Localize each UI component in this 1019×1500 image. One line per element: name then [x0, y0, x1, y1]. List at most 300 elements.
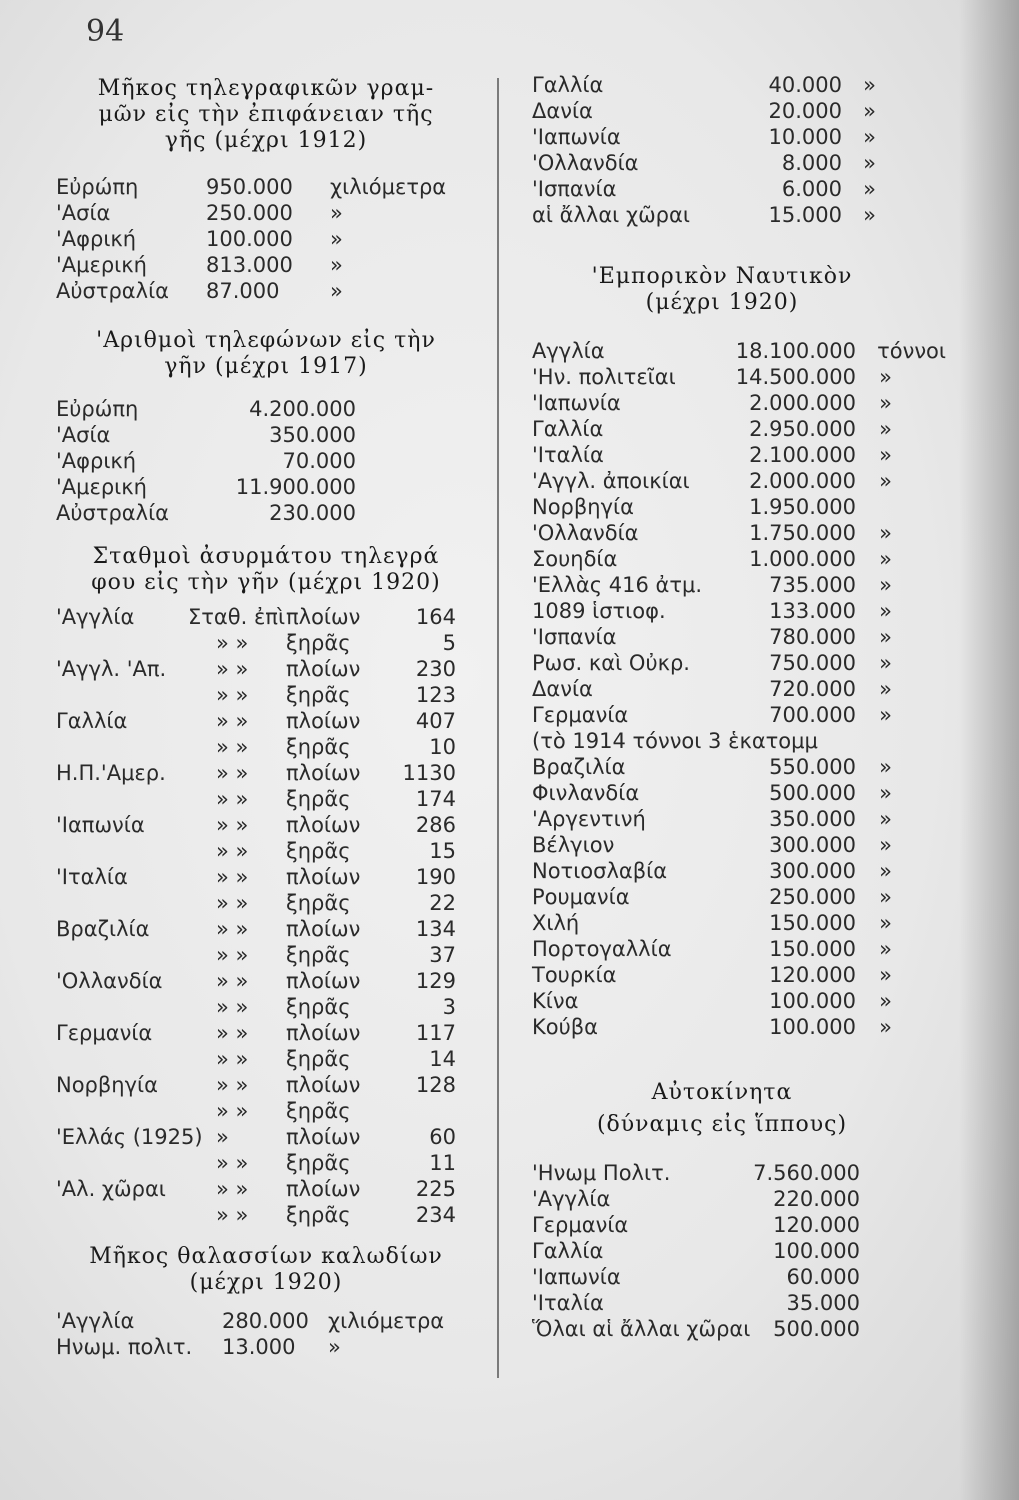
station-kind: » » — [216, 657, 249, 681]
station-kind: » » — [216, 813, 249, 837]
horsepower-value: 220.000 — [773, 1187, 860, 1211]
cables-table — [56, 1308, 476, 1360]
stations-title-1: Σταθμοὶ ἀσυρμάτου τηλεγρά — [92, 544, 440, 569]
station-kind: » » — [216, 1047, 249, 1071]
stations-table — [56, 604, 476, 1228]
unit-label: » — [879, 391, 892, 415]
table-row — [56, 174, 476, 200]
country-name: 'Ηνωμ Πολιτ. — [532, 1161, 671, 1185]
country-name: Φινλανδία — [532, 781, 640, 805]
station-place: πλοίων — [286, 1021, 361, 1045]
tonnage-value: 550.000 — [769, 755, 856, 779]
tonnage-value: 2.100.000 — [749, 443, 856, 467]
shipping-table-2 — [532, 754, 912, 1040]
unit-label: » — [879, 625, 892, 649]
unit-label: » — [879, 573, 892, 597]
table-row — [532, 572, 912, 598]
shipping-table — [532, 338, 946, 728]
length-value: 20.000 — [768, 99, 842, 123]
unit-label: » — [879, 365, 892, 389]
country-name: 'Ιταλία — [532, 1291, 604, 1315]
table-row — [56, 890, 476, 916]
table-row — [56, 1072, 476, 1098]
station-place: πλοίων — [286, 865, 361, 889]
table-row — [56, 278, 476, 304]
station-count: 407 — [415, 709, 456, 733]
station-kind: » » — [216, 1203, 249, 1227]
station-count: 60 — [429, 1125, 456, 1149]
table-row — [56, 1124, 476, 1150]
country-name: 'Ελλὰς 416 ἀτμ. — [532, 573, 703, 597]
table-row — [56, 682, 476, 708]
country-name: Πορτογαλλία — [532, 937, 672, 961]
country-name: 'Ολλανδία — [56, 969, 163, 993]
table-row — [532, 598, 912, 624]
station-place: πλοίων — [286, 917, 361, 941]
station-count: 1130 — [402, 761, 456, 785]
station-kind: » » — [216, 865, 249, 889]
tonnage-value: 750.000 — [769, 651, 856, 675]
country-name: αἱ ἄλλαι χῶραι — [532, 203, 690, 227]
table-row — [56, 474, 476, 500]
tonnage-value: 700.000 — [769, 703, 856, 727]
table-row — [532, 364, 912, 390]
station-count: 234 — [415, 1203, 456, 1227]
cables-title-2: (μέχρι 1920) — [189, 1270, 343, 1295]
table-row — [532, 124, 912, 150]
table-row — [56, 786, 476, 812]
station-kind: » » — [216, 1021, 249, 1045]
country-name: Ρωσ. καὶ Οὐκρ. — [532, 651, 690, 675]
country-name: Ὅλαι αἱ ἄλλαι χῶραι — [532, 1317, 751, 1341]
table-row — [532, 1264, 912, 1290]
cables-title-1: Μῆκος θαλασσίων καλωδίων — [89, 1244, 443, 1269]
country-name: Αγγλία — [532, 339, 605, 363]
phone-count: 230.000 — [269, 501, 356, 525]
table-row — [532, 1186, 912, 1212]
station-place: ξηρᾶς — [286, 1047, 351, 1071]
country-name: 1089 ἱστιοφ. — [532, 599, 666, 623]
tonnage-value: 120.000 — [769, 963, 856, 987]
tonnage-value: 2.000.000 — [749, 391, 856, 415]
country-name: 'Ελλάς (1925) — [56, 1125, 203, 1149]
unit-label: » — [879, 677, 892, 701]
country-name: 'Αλ. χῶραι — [56, 1177, 166, 1201]
country-name: 'Ιταλία — [56, 865, 128, 889]
unit-label: χιλιόμετρα — [328, 1309, 445, 1333]
country-name: Γαλλία — [532, 73, 604, 97]
unit-label: » — [879, 781, 892, 805]
country-name: 'Αγγλία — [56, 605, 135, 629]
tonnage-value: 1.750.000 — [749, 521, 856, 545]
tonnage-value: 150.000 — [769, 937, 856, 961]
horsepower-value: 100.000 — [773, 1239, 860, 1263]
table-row — [532, 442, 912, 468]
table-row — [532, 780, 912, 806]
table-row — [532, 98, 912, 124]
station-place: ξηρᾶς — [286, 683, 351, 707]
page-edge-shadow — [959, 0, 1019, 1500]
table-row — [56, 200, 476, 226]
station-kind: » — [216, 1125, 229, 1149]
unit-label: » — [879, 755, 892, 779]
tonnage-value: 300.000 — [769, 833, 856, 857]
unit-label: » — [330, 253, 343, 277]
country-name: 'Αγγλ. ἀποικίαι — [532, 469, 690, 493]
table-row — [532, 988, 912, 1014]
station-kind: » » — [216, 761, 249, 785]
country-name: 'Ιαπωνία — [532, 125, 621, 149]
phone-count: 350.000 — [269, 423, 356, 447]
shipping-title-1: 'Εμπορικὸν Ναυτικὸν — [591, 264, 853, 289]
country-name: Νοτιοσλαβία — [532, 859, 668, 883]
unit-label: χιλιόμετρα — [330, 175, 447, 199]
station-place: πλοίων — [286, 761, 361, 785]
telegraph-table — [56, 174, 476, 304]
country-name: 'Ολλανδία — [532, 151, 639, 175]
table-row — [56, 422, 476, 448]
horsepower-value: 120.000 — [773, 1213, 860, 1237]
tonnage-value: 500.000 — [769, 781, 856, 805]
length-value: 6.000 — [781, 177, 842, 201]
station-kind: » » — [216, 969, 249, 993]
station-place: ξηρᾶς — [286, 995, 351, 1019]
unit-label: » — [879, 417, 892, 441]
country-name: Γαλλία — [56, 709, 128, 733]
country-name: Δανία — [532, 677, 593, 701]
table-row — [56, 1046, 476, 1072]
length-value: 40.000 — [768, 73, 842, 97]
table-row — [532, 176, 912, 202]
unit-label: » — [879, 521, 892, 545]
table-row — [532, 832, 912, 858]
table-row — [532, 1238, 912, 1264]
table-row — [56, 1308, 476, 1334]
unit-label: » — [330, 227, 343, 251]
station-count: 190 — [415, 865, 456, 889]
tonnage-value: 720.000 — [769, 677, 856, 701]
station-count: 11 — [429, 1151, 456, 1175]
table-row — [56, 1020, 476, 1046]
table-row — [532, 1212, 912, 1238]
unit-label: » — [879, 989, 892, 1013]
station-place: πλοίων — [286, 657, 361, 681]
station-count: 134 — [415, 917, 456, 941]
country-name: Η.Π.'Αμερ. — [56, 761, 166, 785]
phone-count: 70.000 — [282, 449, 356, 473]
station-place: πλοίων — [286, 969, 361, 993]
tonnage-value: 1.950.000 — [749, 495, 856, 519]
station-kind: » » — [216, 631, 249, 655]
station-place: πλοίων — [286, 709, 361, 733]
table-row — [56, 1334, 476, 1360]
tonnage-value: 2.000.000 — [749, 469, 856, 493]
length-value: 813.000 — [206, 253, 293, 277]
phone-count: 4.200.000 — [249, 397, 356, 421]
phones-table — [56, 396, 476, 526]
station-kind: Σταθ. ἐπὶ — [188, 605, 286, 629]
table-row — [532, 650, 912, 676]
station-kind: » » — [216, 1099, 249, 1123]
table-row — [532, 520, 912, 546]
country-name: 'Ισπανία — [532, 177, 617, 201]
table-row — [532, 338, 946, 364]
station-count: 286 — [415, 813, 456, 837]
table-row — [532, 962, 912, 988]
station-count: 10 — [429, 735, 456, 759]
tonnage-value: 780.000 — [769, 625, 856, 649]
table-row — [56, 812, 476, 838]
phones-title-2: γῆν (μέχρι 1917) — [164, 354, 368, 379]
station-kind: » » — [216, 683, 249, 707]
unit-label: » — [879, 443, 892, 467]
length-value: 280.000 — [222, 1309, 309, 1333]
station-place: ξηρᾶς — [286, 1099, 351, 1123]
station-kind: » » — [216, 995, 249, 1019]
station-place: ξηρᾶς — [286, 839, 351, 863]
country-name: Βέλγιον — [532, 833, 615, 857]
station-count: 225 — [415, 1177, 456, 1201]
tonnage-value: 18.100.000 — [735, 339, 856, 363]
tonnage-value: 350.000 — [769, 807, 856, 831]
table-row — [532, 910, 912, 936]
table-row — [532, 468, 912, 494]
tonnage-value: 100.000 — [769, 989, 856, 1013]
unit-label: » — [879, 911, 892, 935]
station-kind: » » — [216, 1073, 249, 1097]
table-row — [56, 942, 476, 968]
country-name: Ρουμανία — [532, 885, 630, 909]
country-name: 'Αργεντινή — [532, 807, 646, 831]
region-name: 'Αμερική — [56, 253, 147, 277]
station-place: πλοίων — [286, 1177, 361, 1201]
length-value: 15.000 — [768, 203, 842, 227]
table-row — [532, 676, 912, 702]
region-name: 'Ασία — [56, 423, 111, 447]
unit-label: » — [879, 833, 892, 857]
shipping-note: (τὸ 1914 τόννοι 3 ἑκατομμ — [532, 729, 818, 753]
station-count: 3 — [442, 995, 456, 1019]
length-value: 87.000 — [206, 279, 280, 303]
country-name: Ηνωμ. πολιτ. — [56, 1335, 193, 1359]
region-name: 'Αφρική — [56, 227, 137, 251]
table-row — [56, 1176, 476, 1202]
tonnage-value: 250.000 — [769, 885, 856, 909]
left-column — [56, 76, 476, 1360]
country-name: 'Αγγλία — [56, 1309, 135, 1333]
table-row — [532, 1290, 912, 1316]
unit-label: » — [879, 885, 892, 909]
country-name: 'Ολλανδία — [532, 521, 639, 545]
table-row — [532, 390, 912, 416]
table-row — [532, 72, 912, 98]
tonnage-value: 735.000 — [769, 573, 856, 597]
station-kind: » » — [216, 839, 249, 863]
tonnage-value: 1.000.000 — [749, 547, 856, 571]
table-row — [56, 1202, 476, 1228]
tonnage-value: 2.950.000 — [749, 417, 856, 441]
station-count: 123 — [415, 683, 456, 707]
horsepower-value: 60.000 — [786, 1265, 860, 1289]
country-name: 'Αγγλ. 'Απ. — [56, 657, 167, 681]
table-row — [532, 1316, 912, 1342]
ditto-mark: » — [863, 177, 876, 201]
length-value: 250.000 — [206, 201, 293, 225]
station-place: πλοίων — [286, 1125, 361, 1149]
table-row — [532, 416, 912, 442]
country-name: 'Ισπανία — [532, 625, 617, 649]
unit-label: » — [879, 469, 892, 493]
tonnage-value: 300.000 — [769, 859, 856, 883]
station-place: ξηρᾶς — [286, 1203, 351, 1227]
length-value: 100.000 — [206, 227, 293, 251]
region-name: Εὐρώπη — [56, 175, 139, 199]
table-row — [532, 150, 912, 176]
table-row — [532, 858, 912, 884]
region-name: 'Ασία — [56, 201, 111, 225]
table-row — [56, 252, 476, 278]
cars-title-2: (δύναμις εἰς ἵππους) — [596, 1112, 848, 1137]
country-name: Νορβηγία — [56, 1073, 158, 1097]
table-row — [56, 864, 476, 890]
horsepower-value: 7.560.000 — [753, 1161, 860, 1185]
shipping-note-row — [532, 728, 912, 754]
country-name: 'Ην. πολιτεῖαι — [532, 365, 676, 389]
column-divider — [497, 78, 499, 1378]
table-row — [56, 396, 476, 422]
table-row — [56, 448, 476, 474]
phone-count: 11.900.000 — [235, 475, 356, 499]
station-count: 230 — [415, 657, 456, 681]
unit-label: » — [330, 279, 343, 303]
station-kind: » » — [216, 1177, 249, 1201]
length-value: 950.000 — [206, 175, 293, 199]
tonnage-value: 100.000 — [769, 1015, 856, 1039]
country-name: Τουρκία — [532, 963, 617, 987]
cars-table — [532, 1160, 912, 1342]
table-row — [56, 708, 476, 734]
country-name: 'Αγγλία — [532, 1187, 611, 1211]
station-kind: » » — [216, 787, 249, 811]
station-place: ξηρᾶς — [286, 787, 351, 811]
table-row — [532, 1160, 912, 1186]
country-name: 'Ιαπωνία — [56, 813, 145, 837]
ditto-mark: » — [863, 151, 876, 175]
length-value: 13.000 — [222, 1335, 296, 1359]
table-row — [532, 1014, 912, 1040]
country-name: Χιλή — [532, 911, 580, 935]
unit-label: » — [879, 651, 892, 675]
unit-label: » — [328, 1335, 341, 1359]
table-row — [532, 702, 912, 728]
phones-title-1: 'Αριθμοὶ τηλεφώνων εἰς τὴν — [96, 328, 436, 353]
table-row — [532, 546, 912, 572]
station-kind: » » — [216, 891, 249, 915]
country-name: Γαλλία — [532, 1239, 604, 1263]
telegraph-title-3: γῆς (μέχρι 1912) — [164, 128, 368, 153]
tonnage-value: 133.000 — [769, 599, 856, 623]
unit-label: » — [879, 599, 892, 623]
ditto-mark: » — [863, 99, 876, 123]
table-row — [56, 630, 476, 656]
table-row — [532, 806, 912, 832]
station-kind: » » — [216, 917, 249, 941]
station-place: ξηρᾶς — [286, 943, 351, 967]
unit-label: » — [879, 547, 892, 571]
telegraph-title-2: μῶν εἰς τὴν ἐπιφάνειαν τῆς — [98, 102, 434, 127]
horsepower-value: 500.000 — [773, 1317, 860, 1341]
station-count: 15 — [429, 839, 456, 863]
table-row — [56, 734, 476, 760]
table-row — [532, 494, 912, 520]
table-row — [56, 838, 476, 864]
ditto-mark: » — [863, 203, 876, 227]
unit-label: » — [879, 937, 892, 961]
region-name: Αὐστραλία — [56, 501, 170, 525]
station-kind: » » — [216, 1151, 249, 1175]
table-row — [532, 936, 912, 962]
country-name: Σουηδία — [532, 547, 618, 571]
station-place: πλοίων — [286, 605, 361, 629]
station-place: πλοίων — [286, 813, 361, 837]
unit-label: » — [879, 1015, 892, 1039]
ditto-mark: » — [863, 125, 876, 149]
table-row — [56, 1150, 476, 1176]
station-count: 5 — [442, 631, 456, 655]
table-row — [532, 754, 912, 780]
region-name: Αὐστραλία — [56, 279, 170, 303]
table-row — [532, 884, 912, 910]
country-name: Βραζιλία — [532, 755, 626, 779]
unit-label: » — [879, 963, 892, 987]
telegraph-title-1: Μῆκος τηλεγραφικῶν γραμ- — [97, 76, 435, 101]
unit-label: τόννοι — [877, 339, 946, 363]
table-row — [56, 604, 476, 630]
shipping-title-2: (μέχρι 1920) — [645, 290, 799, 315]
station-count: 129 — [415, 969, 456, 993]
station-count: 14 — [429, 1047, 456, 1071]
unit-label: » — [879, 859, 892, 883]
country-name: 'Ιαπωνία — [532, 391, 621, 415]
station-count: 117 — [415, 1021, 456, 1045]
country-name: Βραζιλία — [56, 917, 150, 941]
station-place: ξηρᾶς — [286, 631, 351, 655]
station-count: 22 — [429, 891, 456, 915]
length-value: 10.000 — [768, 125, 842, 149]
station-place: ξηρᾶς — [286, 1151, 351, 1175]
station-place: ξηρᾶς — [286, 735, 351, 759]
country-name: Γερμανία — [532, 1213, 629, 1237]
region-name: 'Αμερική — [56, 475, 147, 499]
country-name: 'Ιαπωνία — [532, 1265, 621, 1289]
country-name: Νορβηγία — [532, 495, 634, 519]
horsepower-value: 35.000 — [786, 1291, 860, 1315]
region-name: 'Αφρική — [56, 449, 137, 473]
table-row — [56, 226, 476, 252]
cars-title-1: Αὐτοκίνητα — [651, 1080, 793, 1105]
unit-label: » — [879, 703, 892, 727]
station-kind: » » — [216, 735, 249, 759]
station-kind: » » — [216, 709, 249, 733]
tonnage-value: 150.000 — [769, 911, 856, 935]
country-name: Γερμανία — [532, 703, 629, 727]
table-row — [56, 656, 476, 682]
station-kind: » » — [216, 943, 249, 967]
table-row — [56, 968, 476, 994]
station-place: ξηρᾶς — [286, 891, 351, 915]
region-name: Εὐρώπη — [56, 397, 139, 421]
station-count: 164 — [415, 605, 456, 629]
